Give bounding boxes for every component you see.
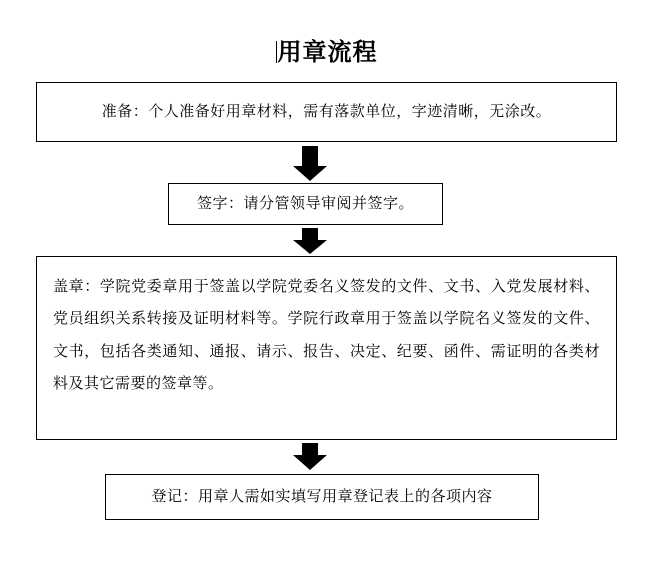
flow-step-prepare bbox=[36, 82, 617, 142]
down-arrow-icon-stamp-to-register bbox=[293, 443, 327, 470]
page-title bbox=[0, 32, 653, 67]
flow-step-register bbox=[105, 474, 539, 520]
flow-step-stamp bbox=[36, 256, 617, 440]
arrow-shaft bbox=[302, 146, 318, 166]
arrow-head bbox=[293, 166, 327, 181]
arrow-shaft bbox=[302, 443, 318, 455]
flow-step-sign-text: 签字：请分管领导审阅并签字。 bbox=[196, 195, 414, 212]
arrow-shaft bbox=[302, 228, 318, 240]
down-arrow-icon-sign-to-stamp bbox=[293, 228, 327, 254]
flow-step-prepare-text: 准备：个人准备好用章材料，需有落款单位，字迹清晰，无涂改。 bbox=[101, 103, 552, 120]
page-title-text: 用章流程 bbox=[277, 40, 378, 66]
arrow-head bbox=[293, 240, 327, 254]
text-caret bbox=[276, 41, 277, 63]
arrow-head bbox=[293, 455, 327, 470]
flow-step-stamp-text: 盖章：学院党委章用于签盖以学院党委名义签发的文件、文书、入党发展材料、党员组织关系转接及证明材料等。学院行政章用于签盖以学院名义签发的文件、文书，包括各类通知、通报、请示、报告、决定、纪要、函件、需证明的各类材料及其它需要的签章等。 bbox=[53, 279, 600, 392]
flow-step-register-text: 登记：用章人需如实填写用章登记表上的各项内容 bbox=[151, 488, 493, 505]
flow-step-sign bbox=[168, 183, 443, 225]
down-arrow-icon-prepare-to-sign bbox=[293, 146, 327, 181]
